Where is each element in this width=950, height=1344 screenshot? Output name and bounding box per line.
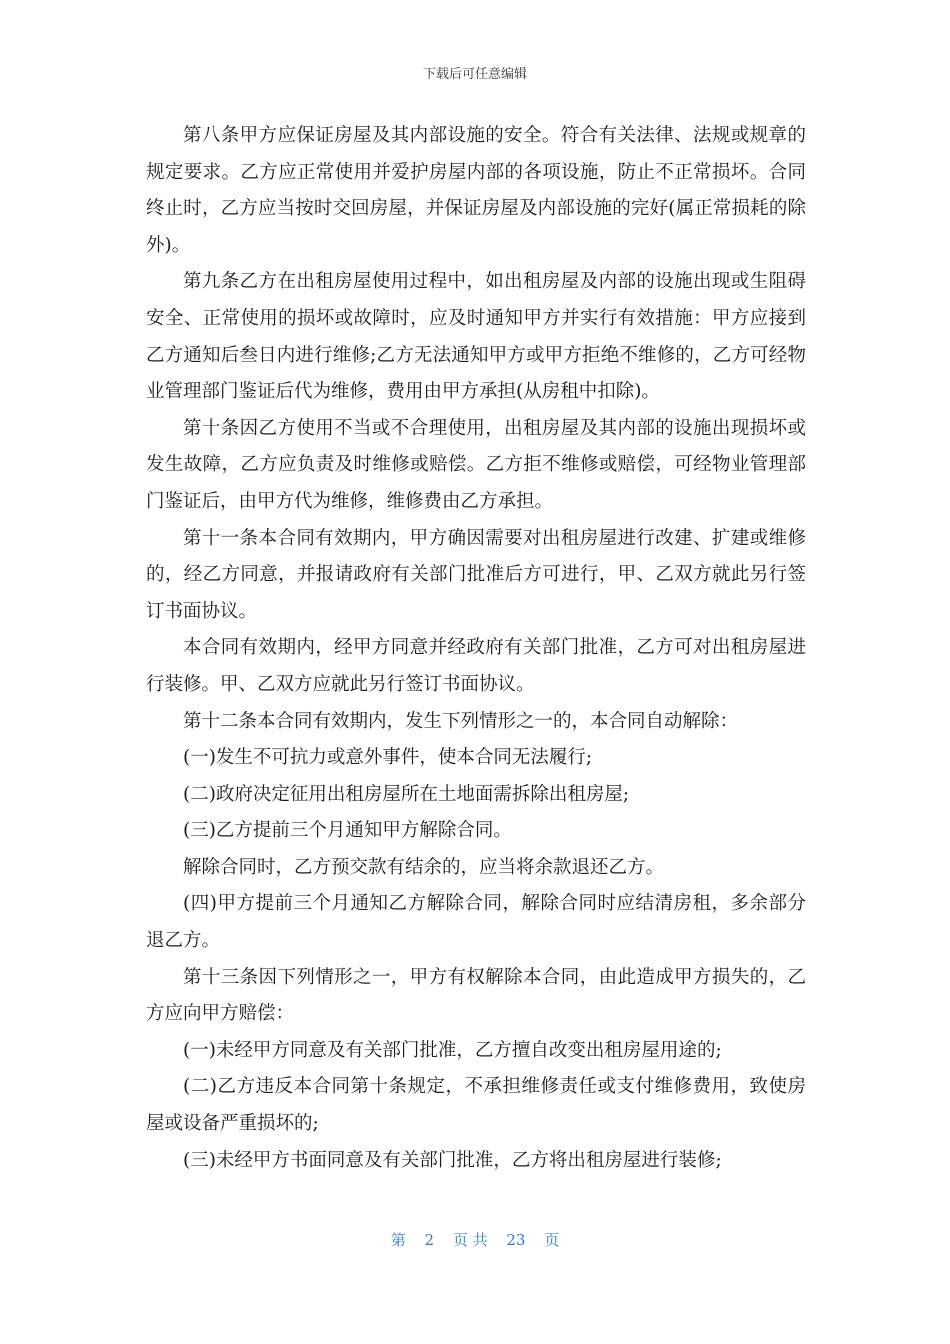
paragraph-item-12-4: (四)甲方提前三个月通知乙方解除合同，解除合同时应结清房租，多余部分退乙方。 [146,893,806,952]
paragraph-item-12-3: (三)乙方提前三个月通知甲方解除合同。 [183,820,512,842]
paragraph-refund: 解除合同时，乙方预交款有结余的，应当将余款退还乙方。 [183,856,665,878]
footer-suffix: 页 [544,1231,560,1249]
paragraph-item-13-3: (三)未经甲方书面同意及有关部门批准，乙方将出租房屋进行装修; [183,1149,722,1171]
paragraph-item-12-1: (一)发生不可抗力或意外事件，使本合同无法履行; [183,747,593,769]
page-footer [0,1230,950,1250]
paragraph-article-10: 第十条因乙方使用不当或不合理使用，出租房屋及其内部的设施出现损坏或发生故障，乙方应负责及时维修或赔偿。乙方拒不维修或赔偿，可经物业管理部门鉴证后，由甲方代为维修，维修费由乙方承担。 [146,417,806,512]
paragraph-item-12-2: (二)政府决定征用出租房屋所在土地面需拆除出租房屋; [183,783,630,805]
paragraph-article-8: 第八条甲方应保证房屋及其内部设施的安全。符合有关法律、法规或规章的规定要求。乙方应正常使用并爱护房屋内部的各项设施，防止不正常损坏。合同终止时，乙方应当按时交回房屋，并保证房屋及内部设施的完好(属正常损耗的除外)。 [146,125,806,256]
footer-middle: 页 共 [452,1231,488,1249]
paragraph-article-12: 第十二条本合同有效期内，发生下列情形之一的，本合同自动解除： [183,710,739,732]
paragraph-renovation: 本合同有效期内，经甲方同意并经政府有关部门批准，乙方可对出租房屋进行装修。甲、乙双方应就此另行签订书面协议。 [146,637,806,695]
paragraph-article-11: 第十一条本合同有效期内，甲方确因需要对出租房屋进行改建、扩建或维修的，经乙方同意，并报请政府有关部门批准后方可进行，甲、乙双方就此另行签订书面协议。 [146,527,806,622]
paragraph-item-13-1: (一)未经甲方同意及有关部门批准，乙方擅自改变出租房屋用途的; [183,1039,722,1061]
paragraph-item-13-2: (二)乙方违反本合同第十条规定，不承担维修责任或支付维修费用，致使房屋或设备严重损坏的; [146,1076,806,1135]
footer-total-pages: 23 [506,1231,526,1249]
document-body [146,118,806,1179]
paragraph-article-9: 第九条乙方在出租房屋使用过程中，如出租房屋及内部的设施出现或生阻碍安全、正常使用的损坏或故障时，应及时通知甲方并实行有效措施：甲方应接到乙方通知后叁日内进行维修;乙方无法通知甲方或甲方拒绝不维修的，乙方可经物业管理部门鉴证后代为维修，费用由甲方承担(从房租中扣除)。 [146,271,806,403]
page-header: 下载后可任意编辑 [422,67,527,82]
footer-prefix: 第 [390,1231,406,1249]
paragraph-article-13: 第十三条因下列情形之一，甲方有权解除本合同，由此造成甲方损失的，乙方应向甲方赔偿： [146,966,806,1025]
footer-page-number: 2 [424,1231,435,1249]
